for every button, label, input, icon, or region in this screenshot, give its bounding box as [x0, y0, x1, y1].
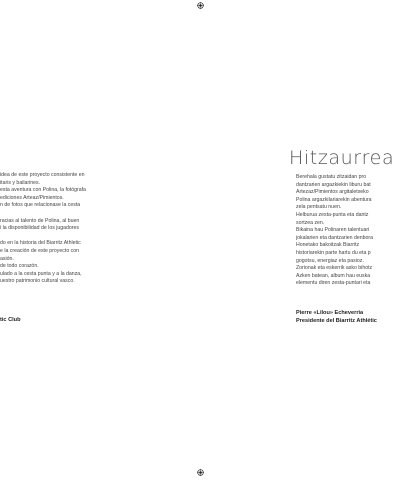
- signature-name: Pierre «Lilou» Echeverria: [296, 310, 364, 316]
- page-title: Hitzaurrea: [289, 147, 395, 169]
- right-page-text: [296, 174, 400, 288]
- text-line: racias al talento de Polina, al buen: [0, 217, 80, 224]
- text-line: zela pentsatu nuen.: [296, 204, 342, 211]
- text-line: idea de este proyecto consistente en: [0, 172, 85, 178]
- left-paragraph-2: [0, 218, 112, 233]
- text-line: ulado a la cesta punta y a la danza,: [0, 270, 82, 277]
- registration-mark-icon: [197, 469, 204, 476]
- left-signature: tic Club: [0, 317, 21, 323]
- text-line: dantzarien argazkiekin liburu bat: [296, 181, 371, 188]
- text-line: Artezaz/Pimientos argitaletxeko: [296, 189, 369, 196]
- text-line: jokalarien eta dantzarien denbora: [296, 234, 374, 241]
- text-line: Bikaina hau Polinaren talentuari: [296, 227, 370, 234]
- text-line: sortzea zen.: [296, 219, 325, 226]
- signature-role: Presidente del Biarritz Athlétic: [296, 318, 377, 324]
- text-line: Zorionak eta eskerrik asko bihotz: [296, 265, 373, 272]
- text-line: historiarekin parte hartu du eta p: [296, 249, 371, 256]
- text-line: de todo corazón.: [0, 263, 39, 270]
- text-line: ediciones Arteaz/Pimientos.: [0, 194, 64, 201]
- text-line: Berehala gustatu zitzaidan pro: [296, 174, 367, 180]
- text-line: Honetako bakoitzak Biarritz: [296, 242, 360, 249]
- right-paragraph-2: [296, 212, 400, 227]
- right-paragraph-1: [296, 174, 400, 212]
- registration-mark-icon: [197, 2, 204, 9]
- left-page-text: [0, 172, 112, 286]
- text-line: esta aventura con Polina, la fotógrafa: [0, 187, 86, 194]
- text-line: n de fotos que relacionase la cesta: [0, 202, 81, 209]
- text-line: asión.: [0, 255, 14, 262]
- text-line: Polina argazkilariarekin abentura: [296, 196, 372, 203]
- text-line: itaris y bailarines.: [0, 179, 41, 186]
- text-line: e la creación de este proyecto con: [0, 247, 80, 254]
- left-paragraph-3: [0, 240, 112, 263]
- text-line: elementu diren zesta-puntari eta: [296, 280, 371, 287]
- text-line: do en la historia del Biarritz Athletic: [0, 240, 81, 247]
- text-line: Azken batean, album hau euska: [296, 272, 371, 279]
- text-line: Helburua zesta-punta eta dantz: [296, 211, 369, 218]
- right-paragraph-5: [296, 265, 400, 288]
- right-signature: [296, 309, 400, 325]
- text-line: uestro patrimonio cultural vasco.: [0, 278, 75, 285]
- right-paragraph-3: [296, 227, 400, 242]
- right-paragraph-4: [296, 242, 400, 265]
- text-line: gogotsu, energiaz eta pasioz.: [296, 257, 364, 264]
- left-paragraph-1: [0, 172, 112, 210]
- text-line: i la disponibilidad de los jugadores: [0, 225, 80, 232]
